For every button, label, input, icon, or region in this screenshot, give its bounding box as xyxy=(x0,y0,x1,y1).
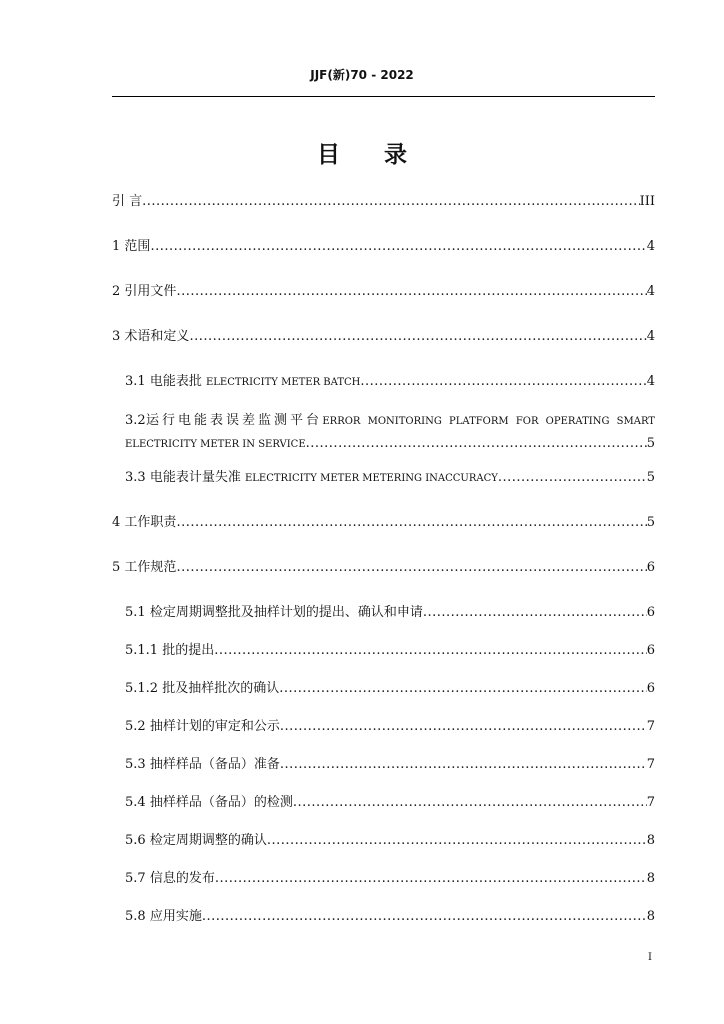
toc-leader xyxy=(176,560,646,575)
toc-label: 信息的发布 xyxy=(149,871,215,886)
toc-page: 7 xyxy=(646,719,655,734)
footer-page-number: I xyxy=(648,952,652,963)
toc-leader xyxy=(214,643,646,658)
toc-leader xyxy=(189,329,646,344)
toc-label: 引 言 xyxy=(112,194,143,209)
toc-label-cn: 运行电能表误差监测平台 xyxy=(146,413,323,428)
toc-entry-5-3[interactable] xyxy=(125,753,655,771)
toc-entry-3-2-line1[interactable] xyxy=(125,409,655,428)
toc-leader xyxy=(360,374,646,389)
toc-num: 3.3 xyxy=(125,470,146,485)
toc-label: 批的提出 xyxy=(162,643,215,658)
toc-label: 工作职责 xyxy=(124,515,177,530)
toc-num: 1 xyxy=(112,239,121,254)
toc-label-cn: 电能表批 xyxy=(149,374,202,389)
toc-page: 4 xyxy=(646,374,655,389)
toc-entry-5-7[interactable] xyxy=(125,867,655,885)
header-rule xyxy=(112,96,655,97)
toc-page: 8 xyxy=(646,833,655,848)
toc-num: 5.1 xyxy=(125,605,146,620)
toc-page: 6 xyxy=(646,605,655,620)
toc-num: 5.1.1 xyxy=(125,643,159,658)
document-header-code: JJF(新)70 - 2022 xyxy=(310,68,414,82)
toc-page: 6 xyxy=(646,560,655,575)
toc-page: 7 xyxy=(646,795,655,810)
toc-leader xyxy=(423,605,647,620)
toc-num: 3.2 xyxy=(125,413,146,428)
toc-leader xyxy=(498,470,647,485)
toc-entry-3[interactable] xyxy=(112,325,655,343)
toc-leader xyxy=(215,871,647,886)
toc-num: 5.4 xyxy=(125,795,146,810)
toc-entry-5-1-1[interactable] xyxy=(125,639,655,657)
toc-label: 批及抽样批次的确认 xyxy=(162,681,280,696)
toc-entry-5-4[interactable] xyxy=(125,791,655,809)
toc-num: 5 xyxy=(112,560,121,575)
toc-page: 4 xyxy=(646,329,655,344)
toc-label: 检定周期调整批及抽样计划的提出、确认和申请 xyxy=(149,605,423,620)
toc-label-en-cont: ELECTRICITY METER IN SERVICE xyxy=(125,439,306,450)
toc-page: 5 xyxy=(646,515,655,530)
toc-num: 2 xyxy=(112,284,121,299)
toc-leader xyxy=(267,833,647,848)
toc-entry-2[interactable] xyxy=(112,280,655,298)
toc-num: 5.2 xyxy=(125,719,146,734)
toc-label: 工作规范 xyxy=(124,560,177,575)
toc-num: 3 xyxy=(112,329,121,344)
toc-leader xyxy=(202,909,647,924)
toc-page: 7 xyxy=(646,757,655,772)
toc-entry-5-8[interactable] xyxy=(125,905,655,923)
toc-entry-5-1-2[interactable] xyxy=(125,677,655,695)
toc-label: 检定周期调整的确认 xyxy=(149,833,267,848)
toc-page: III xyxy=(639,194,655,209)
toc-leader xyxy=(142,194,639,209)
toc-label: 抽样计划的审定和公示 xyxy=(149,719,280,734)
toc-label: 应用实施 xyxy=(149,909,202,924)
toc-label-en: ELECTRICITY METER BATCH xyxy=(205,377,361,388)
toc-leader xyxy=(279,681,646,696)
toc-entry-1[interactable] xyxy=(112,235,655,253)
toc-label-en: ERROR MONITORING PLATFORM FOR OPERATING SMART xyxy=(322,416,655,427)
toc-label-en: ELECTRICITY METER METERING INACCURACY xyxy=(244,473,498,484)
toc-page: 6 xyxy=(646,681,655,696)
page-title: 目 录 xyxy=(316,142,425,168)
toc-label: 抽样样品（备品）的检测 xyxy=(149,795,293,810)
toc-entry-5-6[interactable] xyxy=(125,829,655,847)
toc-num: 3.1 xyxy=(125,374,146,389)
toc-label: 抽样样品（备品）准备 xyxy=(149,757,280,772)
toc-page: 8 xyxy=(646,909,655,924)
toc-num: 4 xyxy=(112,515,121,530)
toc-label: 范围 xyxy=(124,239,151,254)
toc-entry-3-3[interactable] xyxy=(125,466,655,484)
toc-entry-3-1[interactable] xyxy=(125,370,655,388)
toc-page: 5 xyxy=(646,470,655,485)
toc-leader xyxy=(150,239,646,254)
toc-leader xyxy=(306,436,647,451)
toc-num: 5.7 xyxy=(125,871,146,886)
toc-num: 5.8 xyxy=(125,909,146,924)
toc-num: 5.3 xyxy=(125,757,146,772)
toc-label: 引用文件 xyxy=(124,284,177,299)
toc-num: 5.6 xyxy=(125,833,146,848)
toc-page: 6 xyxy=(646,643,655,658)
toc-label: 术语和定义 xyxy=(124,329,190,344)
toc-label-cn: 电能表计量失准 xyxy=(149,470,241,485)
toc-entry-3-2-line2[interactable] xyxy=(125,436,655,454)
toc-page: 4 xyxy=(646,239,655,254)
toc-page: 4 xyxy=(646,284,655,299)
toc-entry-intro[interactable] xyxy=(112,190,655,208)
toc-leader xyxy=(176,284,646,299)
toc-entry-5[interactable] xyxy=(112,556,655,574)
toc-leader xyxy=(293,795,647,810)
toc-num: 5.1.2 xyxy=(125,681,159,696)
toc-leader xyxy=(280,719,647,734)
toc-entry-4[interactable] xyxy=(112,511,655,529)
toc-entry-5-1[interactable] xyxy=(125,601,655,619)
toc-leader xyxy=(176,515,646,530)
toc-page: 8 xyxy=(646,871,655,886)
toc-leader xyxy=(280,757,647,772)
toc-entry-5-2[interactable] xyxy=(125,715,655,733)
toc-page: 5 xyxy=(646,436,655,451)
